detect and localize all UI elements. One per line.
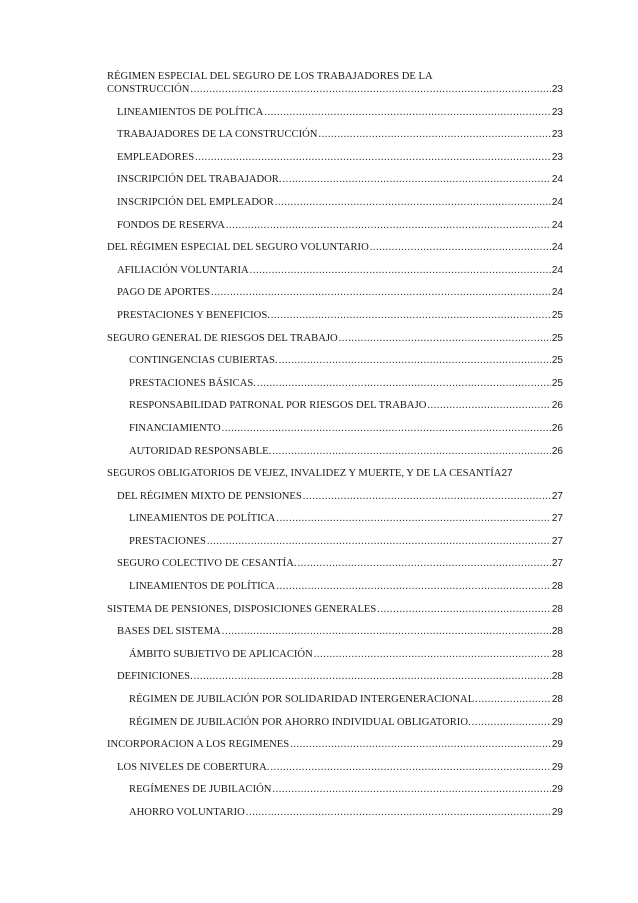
toc-entry[interactable] [107,173,563,186]
toc-entry-page: 29 [551,761,563,773]
toc-entry[interactable] [107,106,563,119]
toc-entry-title: AFILIACIÓN VOLUNTARIA [117,264,249,276]
toc-entry-title: RESPONSABILIDAD PATRONAL POR RIESGOS DEL TRABAJO [129,400,427,412]
toc-leader-dots [472,716,551,729]
toc-entry-page: 26 [551,445,563,457]
toc-entry[interactable] [107,535,563,548]
toc-entry-page: 24 [551,287,563,299]
toc-entry-page: 27 [551,513,563,525]
toc-entry[interactable] [107,196,563,209]
toc-entry[interactable] [107,490,563,503]
toc-leader-dots [190,83,550,96]
toc-entry-page: 23 [551,84,563,95]
toc-leader-dots [226,219,551,232]
toc-entry-title: BASES DEL SISTEMA [117,626,221,638]
toc-entry-title: AHORRO VOLUNTARIO [129,807,245,818]
toc-entry-title: INSCRIPCIÓN DEL EMPLEADOR [117,196,274,208]
toc-entry[interactable] [107,580,563,593]
toc-entry[interactable] [107,467,563,480]
toc-entry-page: 29 [551,739,563,751]
toc-entry-page: 28 [551,648,563,660]
toc-leader-dots [276,580,551,593]
toc-leader-dots [246,806,551,819]
toc-entry-title: SISTEMA DE PENSIONES, DISPOSICIONES GENERALES [107,603,377,615]
toc-entry-page: 28 [551,581,563,593]
toc-entry-page: 28 [551,603,563,615]
toc-entry[interactable] [107,512,563,525]
toc-leader-dots [207,535,551,548]
toc-entry[interactable] [107,219,563,232]
toc-entry-title: PRESTACIONES BÁSICAS. [129,377,256,389]
toc-entry-title: REGÍMENES DE JUBILACIÓN [129,784,272,796]
toc-entry-title: DEL RÉGIMEN ESPECIAL DEL SEGURO VOLUNTARIO [107,242,369,254]
toc-entry-title: PAGO DE APORTES [117,287,211,299]
toc-entry-title: RÉGIMEN ESPECIAL DEL SEGURO DE LOS TRABAJADORES DE LA [107,71,433,82]
toc-leader-dots [257,377,551,390]
toc-leader-dots [271,309,551,322]
toc-entry[interactable] [107,761,563,774]
toc-entry-title: INSCRIPCIÓN DEL TRABAJADOR. [117,174,282,186]
toc-entry[interactable] [107,332,563,345]
toc-entry[interactable] [107,783,563,796]
toc-leader-dots [222,625,551,638]
toc-entry-page: 27 [551,535,563,547]
toc-leader-dots [264,106,551,119]
toc-entry-page: 25 [551,377,563,389]
toc-entry-title: LINEAMIENTOS DE POLÍTICA [117,106,264,118]
toc-entry-page: 24 [551,264,563,276]
toc-leader-dots [314,648,551,661]
toc-entry-page: 28 [551,694,563,706]
toc-entry-title: PRESTACIONES Y BENEFICIOS. [117,309,270,321]
toc-entry[interactable] [107,625,563,638]
toc-entry[interactable] [107,128,563,141]
toc-entry-page: 25 [551,355,563,367]
toc-entry-title: LINEAMIENTOS DE POLÍTICA [129,513,276,525]
toc-entry[interactable] [107,557,563,570]
toc-entry-title: INCORPORACION A LOS REGIMENES [107,739,290,751]
toc-entry[interactable] [107,399,563,412]
toc-entry-page: 24 [551,242,563,254]
toc-entry-title: CONSTRUCCIÓN [107,84,190,95]
toc-leader-dots [303,490,551,503]
toc-entry-page: 24 [551,174,563,186]
toc-leader-dots [298,557,551,570]
toc-entry-title: DEL RÉGIMEN MIXTO DE PENSIONES [117,490,302,502]
toc-entry-page: 26 [551,422,563,434]
toc-entry-title: FINANCIAMIENTO [129,422,221,434]
toc-entry-title: AUTORIDAD RESPONSABLE. [129,445,272,457]
toc-entry[interactable] [107,70,563,96]
toc-entry-title: PRESTACIONES [129,535,206,547]
toc-entry-page: 23 [551,129,563,141]
toc-leader-dots [475,693,551,706]
toc-entry[interactable] [107,603,563,616]
toc-entry[interactable] [107,670,563,683]
toc-leader-dots [290,738,551,751]
toc-entry-page: 29 [551,716,563,728]
toc-entry-title: SEGURO GENERAL DE RIESGOS DEL TRABAJO [107,332,338,344]
toc-entry[interactable] [107,286,563,299]
toc-entry[interactable] [107,241,563,254]
toc-entry-title: ÁMBITO SUBJETIVO DE APLICACIÓN [129,648,313,660]
toc-entry-title: CONTINGENCIAS CUBIERTAS. [129,355,278,367]
toc-leader-dots [195,151,551,164]
toc-entry[interactable] [107,151,563,164]
toc-leader-dots [283,173,551,186]
toc-entry-page: 23 [551,151,563,163]
toc-entry[interactable] [107,806,563,819]
toc-entry-page: 28 [551,626,563,638]
toc-leader-dots [377,603,551,616]
toc-entry-title: SEGURO COLECTIVO DE CESANTÍA. [117,558,297,570]
toc-entry[interactable] [107,693,563,706]
toc-entry-page: 23 [551,106,563,118]
toc-entry[interactable] [107,354,563,367]
toc-entry-title: EMPLEADORES [117,151,195,163]
toc-leader-dots [339,332,551,345]
toc-leader-dots [272,783,550,796]
toc-entry-page: 27 [551,490,563,502]
toc-leader-dots [222,422,551,435]
toc-entry-page: 28 [551,671,563,683]
toc-entry-page: 25 [551,332,563,344]
toc-entry[interactable] [107,445,563,458]
toc-entry-page: 26 [551,400,563,412]
toc-entry-title: RÉGIMEN DE JUBILACIÓN POR SOLIDARIDAD INTERGENERACIONAL [129,694,475,706]
toc-entry-page: 29 [551,807,563,818]
toc-entry-title: SEGUROS OBLIGATORIOS DE VEJEZ, INVALIDEZ Y MUERTE, Y DE LA CESANTÍA [107,468,502,480]
toc-entry-page: 29 [551,784,563,796]
toc-entry-title: LINEAMIENTOS DE POLÍTICA [129,581,276,593]
toc-entry-page: 25 [551,309,563,321]
toc-entry-title: DEFINICIONES. [117,671,193,683]
toc-entry-title: LOS NIVELES DE COBERTURA. [117,761,270,773]
toc-entry[interactable] [107,264,563,277]
table-of-contents [107,70,563,829]
toc-leader-dots [250,264,551,277]
toc-entry[interactable] [107,648,563,661]
toc-entry-title: FONDOS DE RESERVA [117,219,225,231]
toc-entry-page: 27 [501,468,513,480]
toc-entry-title: TRABAJADORES DE LA CONSTRUCCIÓN [117,129,318,141]
toc-leader-dots [276,512,551,525]
toc-leader-dots [211,286,551,299]
toc-leader-dots [318,128,550,141]
toc-leader-dots [194,670,551,683]
toc-entry-page: 24 [551,196,563,208]
toc-leader-dots [275,196,551,209]
toc-leader-dots [370,241,551,254]
toc-leader-dots [427,399,551,412]
toc-entry-page: 24 [551,219,563,231]
toc-entry-title: RÉGIMEN DE JUBILACIÓN POR AHORRO INDIVIDUAL OBLIGATORIO. [129,716,471,728]
toc-entry[interactable] [107,716,563,729]
toc-entry-page: 27 [551,558,563,570]
toc-entry[interactable] [107,738,563,751]
toc-leader-dots [270,761,550,774]
toc-entry[interactable] [107,422,563,435]
toc-entry[interactable] [107,377,563,390]
toc-entry[interactable] [107,309,563,322]
toc-leader-dots [272,445,551,458]
toc-leader-dots [279,354,551,367]
